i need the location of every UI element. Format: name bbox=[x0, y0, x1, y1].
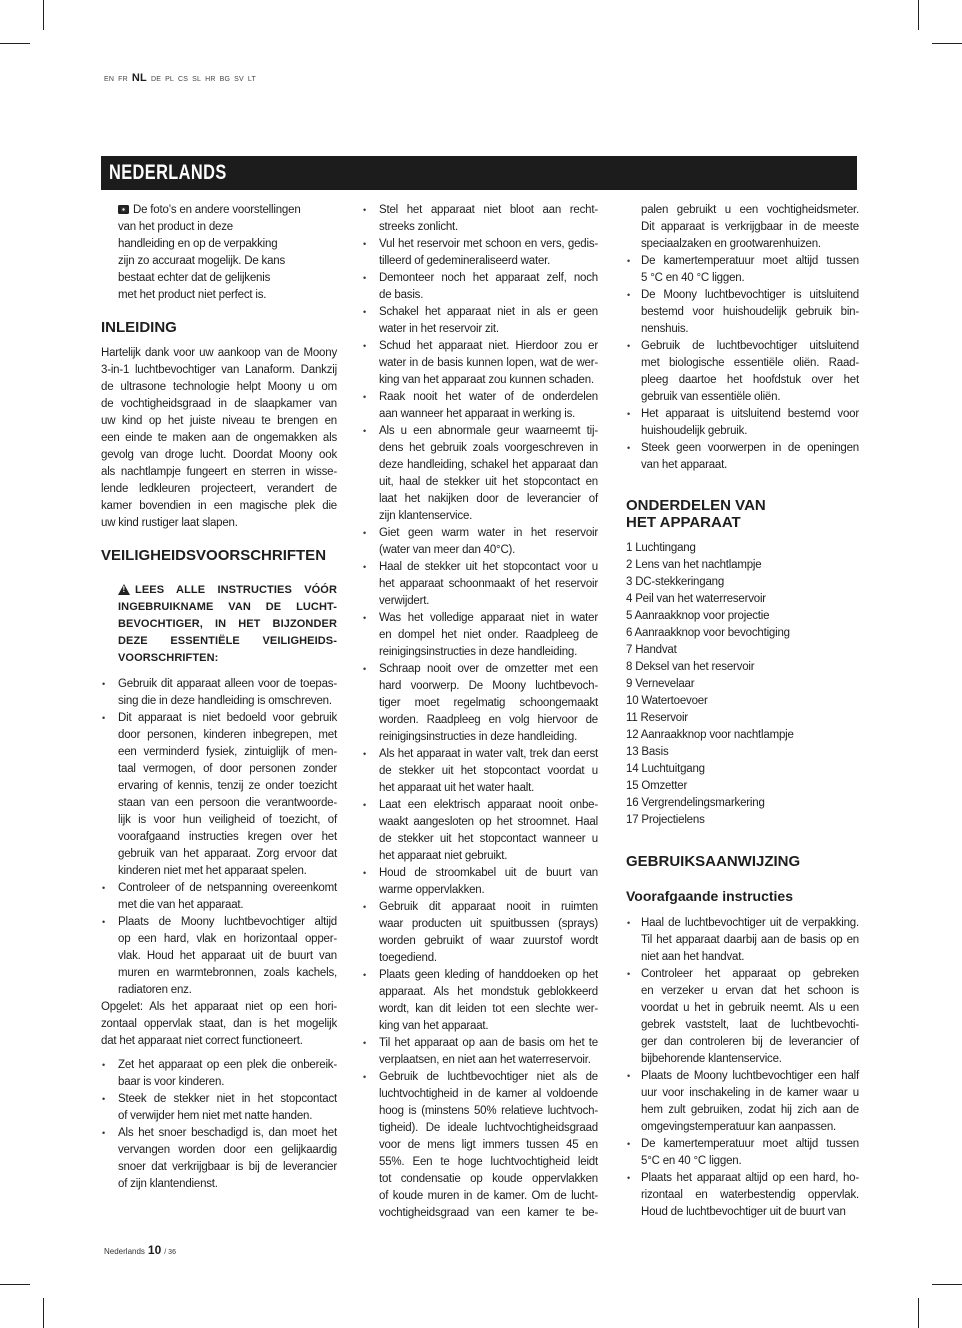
list-item bbox=[626, 1170, 859, 1221]
list-item bbox=[101, 914, 337, 999]
text-line: palen gebruikt u een vochtigheidsmeter. bbox=[641, 204, 859, 216]
text-line: apparaat. Als het mondstuk geblokkeerd bbox=[379, 986, 598, 998]
list-item bbox=[362, 1069, 598, 1222]
parts-list bbox=[626, 540, 859, 829]
text-line: GEBRUIKSAANWIJZING bbox=[626, 853, 801, 870]
text-line: of verwijder hem niet met natte handen. bbox=[118, 1110, 313, 1122]
list-item bbox=[362, 304, 598, 338]
text-line: HET APPARAAT bbox=[626, 514, 741, 531]
part-item: 10 Watertoevoer bbox=[626, 695, 708, 707]
text-line: reinigingsinstructies in deze handleiding. bbox=[379, 646, 578, 658]
text-line: een einde te maken aan de ongemakken als bbox=[101, 432, 337, 444]
part-item: 3 DC-stekkeringang bbox=[626, 576, 725, 588]
text-line: taal vermogen, of door personen zonder bbox=[118, 763, 337, 775]
text-line: • De kamertemperatuur moet altijd tussen bbox=[641, 255, 859, 267]
text-line: toegediend. bbox=[379, 952, 437, 964]
list-item bbox=[626, 966, 859, 1068]
text-line: verwijdert. bbox=[379, 595, 430, 607]
text-line: bestaat echter dat de gelijkenis bbox=[118, 272, 271, 284]
text-line: en dompel het niet onder. Raadpleeg de bbox=[379, 629, 598, 641]
text-line: • Zet het apparaat op een plek die onbereik- bbox=[118, 1059, 337, 1071]
text-line: • Gebruik de luchtbevochtiger niet als de bbox=[379, 1071, 598, 1083]
paragraph-continuation bbox=[626, 202, 859, 253]
list-item bbox=[101, 1057, 337, 1091]
text-line: met biologische essentiële oliën. Raad- bbox=[641, 357, 859, 369]
language-sl[interactable]: SL bbox=[192, 76, 202, 83]
crop-mark bbox=[43, 0, 44, 30]
text-line: tiger moet regelmatig schoongemaakt bbox=[379, 697, 598, 709]
part-item: 7 Handvat bbox=[626, 644, 677, 656]
list-item bbox=[362, 559, 598, 610]
list-item bbox=[362, 746, 598, 797]
text-line: • Haal de luchtbevochtiger uit de verpakking. bbox=[641, 917, 859, 929]
text-line: LEES ALLE INSTRUCTIES VÓÓR bbox=[135, 584, 337, 596]
camera-icon bbox=[118, 205, 129, 214]
text-line: lijk is voor hun veiligheid of toezicht, of bbox=[118, 814, 337, 826]
text-line: Til het apparaat daarbij aan de basis op en bbox=[641, 934, 859, 946]
text-line: waar producten uit spuitbussen (sprays) bbox=[379, 918, 598, 930]
text-line: • Stel het apparaat niet bloot aan recht- bbox=[379, 204, 598, 216]
section-heading bbox=[101, 318, 337, 338]
list-item bbox=[362, 610, 598, 661]
part-item: 9 Vernevelaar bbox=[626, 678, 695, 690]
language-nl[interactable]: NL bbox=[131, 72, 147, 84]
list-item bbox=[626, 253, 859, 287]
crop-mark bbox=[43, 1298, 44, 1328]
text-line: dens het gebruik zoals voorgeschreven in bbox=[379, 442, 598, 454]
text-line: gevolg van droge lucht. Doordat Moony ook bbox=[101, 449, 337, 461]
text-line: hard voorwerp. De Moony luchtbevoch- bbox=[379, 680, 598, 692]
list-item bbox=[626, 1068, 859, 1136]
part-item: 16 Vergrendelingsmarkering bbox=[626, 797, 765, 809]
text-line: • Giet geen warm water in het reservoir bbox=[379, 527, 598, 539]
text-line: niet aan het handvat. bbox=[641, 951, 745, 963]
text-line: speciaalzaken en grootwarenhuizen. bbox=[641, 238, 821, 250]
text-line: • De kamertemperatuur moet altijd tussen bbox=[641, 1138, 859, 1150]
text-line: nenshuis. bbox=[641, 323, 689, 335]
language-lt[interactable]: LT bbox=[247, 76, 256, 83]
text-line: • Als u een abnormale geur waarneemt tij- bbox=[379, 425, 598, 437]
text-line: reinigingsinstructies in deze handleiding. bbox=[379, 731, 578, 743]
text-line: kinderen niet met het apparaat spelen. bbox=[118, 865, 307, 877]
part-item: 15 Omzetter bbox=[626, 780, 688, 792]
text-line: de stekker uit het stopcontact wanneer u bbox=[379, 833, 598, 845]
text-line: deze handleiding, schakel het apparaat dan bbox=[379, 459, 598, 471]
language-fr[interactable]: FR bbox=[118, 76, 128, 83]
list-item bbox=[101, 1125, 337, 1193]
text-line: 3-in-1 luchtbevochtiger van Lanaform. Dankzij bbox=[101, 364, 337, 376]
text-line: VOORSCHRIFTEN: bbox=[118, 652, 219, 664]
text-line: tigheid). De ideale luchtvochtigheidsgraad bbox=[379, 1122, 598, 1134]
text-line: gebruik van essentiële oliën. bbox=[641, 391, 781, 403]
list-item bbox=[362, 270, 598, 304]
text-line: • Til het apparaat op aan de basis om het te bbox=[379, 1037, 598, 1049]
text-line: Hartelijk dank voor uw aankoop van de Moony bbox=[101, 347, 337, 359]
text-line: snoer dat verkrijgbaar is bij de leverancier bbox=[118, 1161, 337, 1173]
photo-disclaimer bbox=[101, 202, 337, 304]
text-line: VEILIGHEIDSVOORSCHRIFTEN bbox=[101, 547, 327, 564]
text-line: handleiding en op de verpakking bbox=[118, 238, 278, 250]
crop-mark bbox=[0, 43, 30, 44]
text-line: pleeg daartoe het hoofdstuk over het bbox=[641, 374, 859, 386]
text-line: • Raak nooit het water of de onderdelen bbox=[379, 391, 598, 403]
list-item bbox=[101, 880, 337, 914]
language-de[interactable]: DE bbox=[150, 76, 162, 83]
list-item bbox=[362, 661, 598, 746]
text-line: of koude muren in de kamer. Om de lucht- bbox=[379, 1190, 598, 1202]
text-line: radiatoren enz. bbox=[118, 984, 192, 996]
text-line: of zijn klantendienst. bbox=[118, 1178, 218, 1190]
text-line: omgevingstemperatuur kan aanpassen. bbox=[641, 1121, 837, 1133]
text-line: • Was het volledige apparaat niet in water bbox=[379, 612, 598, 624]
text-line: huishoudelijk gebruik. bbox=[641, 425, 748, 437]
list-item bbox=[362, 236, 598, 270]
text-line: • Plaats de Moony luchtbevochtiger een half bbox=[641, 1070, 859, 1082]
text-line: een verminderd fysiek, zintuiglijk of men- bbox=[118, 746, 337, 758]
text-line: streeks zonlicht. bbox=[379, 221, 459, 233]
text-line: het apparaat schoonmaakt of het reservoir bbox=[379, 578, 598, 590]
crop-mark bbox=[918, 0, 919, 30]
page-footer bbox=[104, 1243, 176, 1257]
text-line: • Dit apparaat is niet bedoeld voor gebruik bbox=[118, 712, 337, 724]
text-line: met het product niet perfect is. bbox=[118, 289, 267, 301]
section-heading bbox=[626, 852, 859, 872]
text-line: • De Moony luchtbevochtiger is uitsluitend bbox=[641, 289, 859, 301]
text-line: zontaal oppervlak staat, dan is het mogelijk bbox=[101, 1018, 337, 1030]
text-line: • Steek geen voorwerpen in de openingen bbox=[641, 442, 859, 454]
text-line: worden gebruikt of waar zuurstof wordt bbox=[379, 935, 598, 947]
text-line: tot condensatie op koude oppervlakken bbox=[379, 1173, 598, 1185]
text-line: Houd de luchtbevochtiger uit de buurt van bbox=[641, 1206, 846, 1218]
text-line: zijn zo accuraat mogelijk. De kans bbox=[118, 255, 286, 267]
language-bg[interactable]: BG bbox=[219, 76, 231, 83]
list-item bbox=[626, 440, 859, 474]
text-line: 5°C en 40 °C liggen. bbox=[641, 1155, 742, 1167]
text-line: voorafgaand instructies kregen over het bbox=[118, 831, 337, 843]
text-line: laat het nakijken door de leverancier of bbox=[379, 493, 598, 505]
language-hr[interactable]: HR bbox=[205, 76, 216, 83]
part-item: 13 Basis bbox=[626, 746, 669, 758]
text-line: water in het reservoir zit. bbox=[379, 323, 499, 335]
list-item bbox=[362, 899, 598, 967]
list-item bbox=[362, 967, 598, 1035]
part-item: 2 Lens van het nachtlampje bbox=[626, 559, 762, 571]
list-item bbox=[626, 1136, 859, 1170]
text-line: INGEBRUIKNAME VAN DE LUCHT- bbox=[118, 601, 337, 613]
text-line: uw kind op het juiste niveau te brengen en bbox=[101, 415, 337, 427]
part-item: 4 Peil van het waterreservoir bbox=[626, 593, 766, 605]
text-line: INLEIDING bbox=[101, 319, 177, 336]
text-line: Dit apparaat is verkrijgbaar in de meeste bbox=[641, 221, 859, 233]
text-line: van het apparaat. bbox=[641, 459, 728, 471]
text-line: • Schraap nooit over de omzetter met een bbox=[379, 663, 598, 675]
text-line: • Houd de stroomkabel uit de buurt van bbox=[379, 867, 598, 879]
text-line: baar is voor kinderen. bbox=[118, 1076, 225, 1088]
list-item bbox=[626, 287, 859, 338]
part-item: 17 Projectielens bbox=[626, 814, 705, 826]
text-line: • Gebruik de luchtbevochtiger uitsluitend bbox=[641, 340, 859, 352]
text-line: uw kind rustiger laat slapen. bbox=[101, 517, 238, 529]
text-line: ger dan controleren bij de leverancier of bbox=[641, 1036, 859, 1048]
text-line: voordat u het in gebruik neemt. Als u een bbox=[641, 1002, 859, 1014]
warning-notice bbox=[101, 582, 337, 667]
list-item bbox=[626, 915, 859, 966]
text-line: kamer bovendien in een magische plek die bbox=[101, 500, 337, 512]
text-line: • Steek de stekker niet in het stopcontact bbox=[118, 1093, 337, 1105]
text-line: Voorafgaande instructies bbox=[626, 888, 794, 904]
footer-section: Nederlands bbox=[104, 1247, 145, 1256]
text-line: • Schud het apparaat niet. Hierdoor zou er bbox=[379, 340, 598, 352]
text-line: 5 °C en 40 °C liggen. bbox=[641, 272, 745, 284]
text-line: hem zult gebruiken, zodat hij zich aan de bbox=[641, 1104, 859, 1116]
language-cs[interactable]: CS bbox=[178, 76, 189, 83]
list-item bbox=[626, 338, 859, 406]
text-line: ONDERDELEN VAN bbox=[626, 497, 766, 514]
part-item: 5 Aanraakknop voor projectie bbox=[626, 610, 770, 622]
text-line: de basis. bbox=[379, 289, 424, 301]
part-item: 12 Aanraakknop voor nachtlampje bbox=[626, 729, 794, 741]
text-line: 55%. Een te hoge luchtvochtigheid leidt bbox=[379, 1156, 598, 1168]
text-line: • Plaats geen kleding of handdoeken op het bbox=[379, 969, 598, 981]
language-sv[interactable]: SV bbox=[234, 76, 244, 83]
list-item bbox=[362, 525, 598, 559]
part-item: 14 Luchtuitgang bbox=[626, 763, 705, 775]
crop-mark bbox=[0, 1284, 30, 1285]
paragraph bbox=[101, 345, 337, 532]
part-item: 6 Aanraakknop voor bevochtiging bbox=[626, 627, 790, 639]
language-selector bbox=[104, 72, 256, 84]
text-line: Opgelet: Als het apparaat niet op een hori- bbox=[101, 1001, 337, 1013]
text-line: • Demonteer noch het apparaat zelf, noch bbox=[379, 272, 598, 284]
text-line: vochtigheidsgraad van een kamer te be- bbox=[379, 1207, 598, 1219]
text-line: • Schakel het apparaat niet in als er geen bbox=[379, 306, 598, 318]
text-line: king van het apparaat zou kunnen schaden. bbox=[379, 374, 594, 386]
text-line: met die van het apparaat. bbox=[118, 899, 244, 911]
text-line: vlak. Houd het apparaat uit de buurt van bbox=[118, 950, 337, 962]
paragraph bbox=[101, 999, 337, 1050]
text-line: • Vul het reservoir met schoon en vers, gedis- bbox=[379, 238, 598, 250]
text-line: • Als het snoer beschadigd is, dan moet het bbox=[118, 1127, 337, 1139]
page-total: / 36 bbox=[164, 1249, 176, 1256]
text-line: • Gebruik dit apparaat nooit in ruimten bbox=[379, 901, 598, 913]
text-line: en verzeker u ervan dat het schoon is bbox=[641, 985, 859, 997]
text-line: van het product in deze bbox=[118, 221, 233, 233]
text-line: op een hard, vlak en horizontaal opper- bbox=[118, 933, 337, 945]
crop-mark bbox=[932, 43, 962, 44]
list-item bbox=[101, 1091, 337, 1125]
part-item: 1 Luchtingang bbox=[626, 542, 696, 554]
text-line: • Controleer het apparaat op gebreken bbox=[641, 968, 859, 980]
list-item bbox=[362, 423, 598, 525]
text-line: • Plaats de Moony luchtbevochtiger altijd bbox=[118, 916, 337, 928]
list-item bbox=[101, 676, 337, 710]
text-line: • Gebruik dit apparaat alleen voor de toepas- bbox=[118, 678, 337, 690]
list-item bbox=[362, 797, 598, 865]
text-line: luchtvochtigheid in de kamer al voldoende bbox=[379, 1088, 598, 1100]
list-item bbox=[362, 202, 598, 236]
list-item bbox=[626, 406, 859, 440]
text-line: staan van een persoon die verantwoorde- bbox=[118, 797, 337, 809]
text-line: bijbehorende klantenservice. bbox=[641, 1053, 782, 1065]
subheading bbox=[626, 886, 859, 906]
text-line: • Haal de stekker uit het stopcontact voor u bbox=[379, 561, 598, 573]
text-line: waakt aangesloten op het stroomnet. Haal bbox=[379, 816, 598, 828]
part-item: 11 Reservoir bbox=[626, 712, 688, 724]
text-line: • Laat een elektrisch apparaat nooit onbe- bbox=[379, 799, 598, 811]
text-line: gebrek vaststelt, laat de luchtbevochti- bbox=[641, 1019, 859, 1031]
text-line: de ultrasone technologie helpt Moony u om bbox=[101, 381, 337, 393]
text-line: • Het apparaat is uitsluitend bestemd voor bbox=[641, 408, 859, 420]
text-line: het apparaat uit het water haalt. bbox=[379, 782, 535, 794]
language-pl[interactable]: PL bbox=[165, 76, 175, 83]
list-item bbox=[362, 389, 598, 423]
text-line: king van het apparaat. bbox=[379, 1020, 489, 1032]
text-line: lende ledkleuren projecteert, verandert de bbox=[101, 483, 337, 495]
text-line: • Als het apparaat in water valt, trek dan eerst bbox=[379, 748, 598, 760]
text-line: zijn klantenservice. bbox=[379, 510, 473, 522]
text-line: bestemd voor huishoudelijk gebruik bin- bbox=[641, 306, 859, 318]
text-line: uur voor inschakeling in de kamer waar u bbox=[641, 1087, 859, 1099]
text-line: de stekker uit het stopcontact voordat u bbox=[379, 765, 598, 777]
section-title: NEDERLANDS bbox=[109, 161, 227, 184]
column-1 bbox=[101, 202, 337, 1193]
text-line: • Plaats het apparaat altijd op een hard, ho- bbox=[641, 1172, 859, 1184]
section-heading bbox=[626, 497, 859, 531]
text-line: uit, haal de stekker uit het stopcontact en bbox=[379, 476, 598, 488]
text-line: rizontaal en waterbestendig oppervlak. bbox=[641, 1189, 859, 1201]
text-line: vervangen worden door een gelijkaardig bbox=[118, 1144, 337, 1156]
text-line: De foto’s en andere voorstellingen bbox=[133, 204, 301, 216]
text-line: het apparaat niet gebruikt. bbox=[379, 850, 508, 862]
list-item bbox=[362, 1035, 598, 1069]
crop-mark bbox=[918, 1298, 919, 1328]
text-line: de vochtigheidsgraad in de slaapkamer van bbox=[101, 398, 337, 410]
text-line: door personen, kinderen inbegrepen, met bbox=[118, 729, 337, 741]
text-line: warme oppervlakken. bbox=[379, 884, 485, 896]
text-line: ervaring of kennis, tenzij ze onder toezicht bbox=[118, 780, 337, 792]
text-line: als nachtlampje fungeert en sterren in wisse- bbox=[101, 466, 337, 478]
list-item bbox=[362, 865, 598, 899]
text-line: DEZE ESSENTIËLE VEILIGHEIDS- bbox=[118, 635, 337, 647]
text-line: tilleerd of gedemineraliseerd water. bbox=[379, 255, 551, 267]
text-line: dat het apparaat niet correct functioneert. bbox=[101, 1035, 303, 1047]
column-3 bbox=[626, 202, 859, 1221]
page-number: 10 bbox=[147, 1243, 162, 1257]
text-line: BEVOCHTIGER, IN HET BIJZONDER bbox=[118, 618, 337, 630]
text-line: verplaatsen, en niet aan het waterreservoir. bbox=[379, 1054, 591, 1066]
list-item bbox=[362, 338, 598, 389]
text-line: aan wanneer het apparaat in werking is. bbox=[379, 408, 576, 420]
part-item: 8 Deksel van het reservoir bbox=[626, 661, 755, 673]
text-line: hoog is (minstens 50% relatieve luchtvoch- bbox=[379, 1105, 598, 1117]
section-header-bar bbox=[101, 156, 857, 190]
language-en[interactable]: EN bbox=[104, 76, 115, 83]
text-line: gebruik van het apparaat. Zorg ervoor dat bbox=[118, 848, 337, 860]
section-heading bbox=[101, 546, 337, 566]
text-line: wordt, kan dit leiden tot een slechte wer- bbox=[379, 1003, 598, 1015]
column-2 bbox=[362, 202, 598, 1222]
text-line: worden. Raadpleeg en volg hiervoor de bbox=[379, 714, 598, 726]
text-line: muren en warmtebronnen, zoals kachels, bbox=[118, 967, 337, 979]
warning-icon bbox=[118, 584, 130, 595]
crop-mark bbox=[932, 1284, 962, 1285]
text-line: (water van meer dan 40°C). bbox=[379, 544, 516, 556]
text-line: water in de basis kunnen lopen, wat de wer- bbox=[379, 357, 598, 369]
text-line: voor de mens ligt immers tussen 45 en bbox=[379, 1139, 598, 1151]
text-line: • Controleer of de netspanning overeenkomt bbox=[118, 882, 337, 894]
text-line: sing die in deze handleiding is omschreven. bbox=[118, 695, 332, 707]
list-item bbox=[101, 710, 337, 880]
